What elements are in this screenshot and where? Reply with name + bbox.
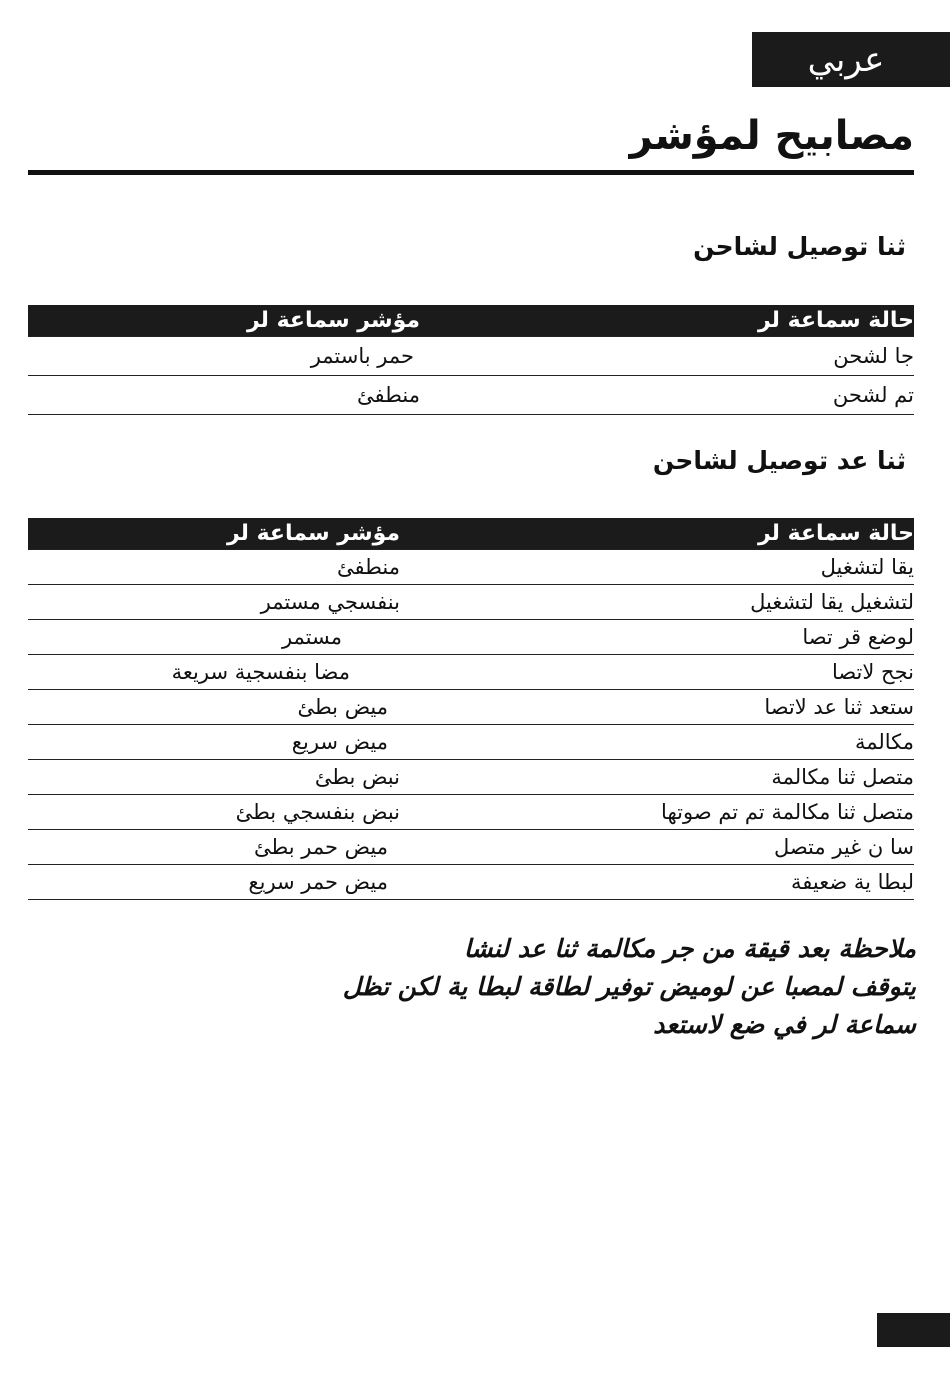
table-row: [28, 725, 914, 760]
charging-indicator-table: [28, 305, 914, 415]
table-row: [28, 337, 914, 376]
indicator-cell: نبض بنفسجي بطئ: [28, 795, 444, 830]
table-row: [28, 865, 914, 900]
state-cell: متصل ثنا مكالمة تم تم صوتها: [444, 795, 914, 830]
state-cell: لبطا ية ضعيفة: [444, 865, 914, 900]
table-row: [28, 655, 914, 690]
indicator-cell: بنفسجي مستمر: [28, 585, 444, 620]
indicator-cell: نبض بطئ: [28, 760, 444, 795]
note-line: سماعة لر في ضع لاستعد: [653, 1010, 916, 1039]
note-paragraph: [100, 930, 916, 1044]
page-title: مصابيح لمؤشر: [629, 113, 914, 159]
language-tab-label: عربي: [807, 39, 885, 80]
state-cell: يقا لتشغيل: [444, 550, 914, 585]
state-cell: لوضع قر تصا: [444, 620, 914, 655]
state-cell: لتشغيل يقا لتشغيل: [444, 585, 914, 620]
section-heading-charging: ثنا توصيل لشاحن: [693, 232, 906, 261]
column-header-state: حالة سماعة لر: [444, 518, 914, 550]
language-tab: [752, 32, 950, 87]
column-header-indicator: مؤشر سماعة لر: [28, 305, 444, 337]
state-cell: سا ن غير متصل: [444, 830, 914, 865]
indicator-cell: منطفئ: [28, 550, 444, 585]
state-cell: جا لشحن: [444, 337, 914, 376]
table-row: [28, 620, 914, 655]
indicator-cell: ميض حمر سريع: [28, 865, 444, 900]
table-row: [28, 690, 914, 725]
indicator-cell: ميض حمر بطئ: [28, 830, 444, 865]
title-divider: [28, 170, 914, 175]
table-row: [28, 760, 914, 795]
note-line: ملاحظة بعد قيقة من جر مكالمة ثنا عد لنشا: [463, 934, 916, 963]
indicator-cell: مضا بنفسجية سريعة: [28, 655, 444, 690]
section-heading-not-charging: ثنا عد توصيل لشاحن: [652, 446, 906, 475]
table-row: [28, 376, 914, 415]
status-indicator-table: [28, 518, 914, 900]
table-header-row: [28, 518, 914, 550]
table-header-row: [28, 305, 914, 337]
table-row: [28, 830, 914, 865]
indicator-cell: ميض سريع: [28, 725, 444, 760]
table-row: [28, 795, 914, 830]
state-cell: مكالمة: [444, 725, 914, 760]
page-number-tab: [877, 1313, 950, 1347]
table-row: [28, 585, 914, 620]
indicator-cell: حمر باستمر: [28, 337, 444, 376]
table-row: [28, 550, 914, 585]
state-cell: ستعد ثنا عد لاتصا: [444, 690, 914, 725]
state-cell: نجح لاتصا: [444, 655, 914, 690]
state-cell: متصل ثنا مكالمة: [444, 760, 914, 795]
indicator-cell: مستمر: [28, 620, 444, 655]
column-header-indicator: مؤشر سماعة لر: [28, 518, 444, 550]
indicator-cell: منطفئ: [28, 376, 444, 415]
note-line: يتوقف لمصبا عن لوميض توفير لطاقة لبطا ية لكن تظل: [342, 972, 916, 1001]
column-header-state: حالة سماعة لر: [444, 305, 914, 337]
indicator-cell: ميض بطئ: [28, 690, 444, 725]
state-cell: تم لشحن: [444, 376, 914, 415]
